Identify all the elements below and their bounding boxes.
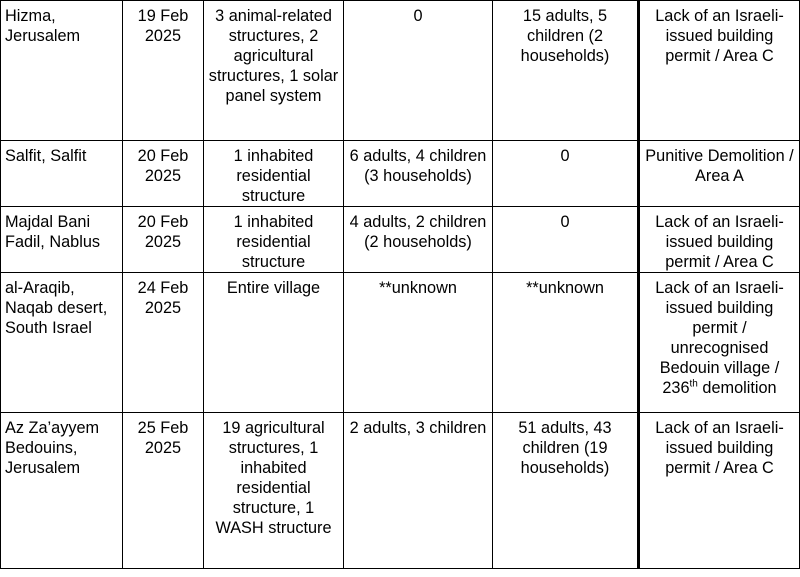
- location-cell: Majdal Bani Fadil, Nablus: [1, 207, 123, 273]
- location-cell: Salfit, Salfit: [1, 141, 123, 207]
- reason-text: Lack of an Israeli-issued building permit / unrecognised Bedouin village / 236: [655, 279, 784, 397]
- displaced-cell: 6 adults, 4 children (3 households): [344, 141, 493, 207]
- structures-cell: 19 agricultural structures, 1 inhabited residential structure, 1 WASH structure: [204, 413, 344, 569]
- reason-tail: demolition: [697, 379, 777, 397]
- structures-cell: 3 animal-related structures, 2 agricultural structures, 1 solar panel system: [204, 1, 344, 141]
- affected-cell: 0: [493, 207, 639, 273]
- date-cell: 24 Feb 2025: [123, 273, 204, 413]
- structures-cell: 1 inhabited residential structure: [204, 207, 344, 273]
- table-row: [1, 413, 800, 569]
- location-cell: Hizma, Jerusalem: [1, 1, 123, 141]
- displaced-cell: 2 adults, 3 children: [344, 413, 493, 569]
- reason-cell: Lack of an Israeli-issued building permit / Area C: [639, 1, 800, 141]
- table-row: [1, 207, 800, 273]
- affected-cell: 0: [493, 141, 639, 207]
- reason-cell: Lack of an Israeli-issued building permit / Area C: [639, 413, 800, 569]
- ordinal-suffix: th: [689, 378, 698, 390]
- displaced-cell: **unknown: [344, 273, 493, 413]
- reason-cell: Punitive Demolition / Area A: [639, 141, 800, 207]
- table-row: [1, 1, 800, 141]
- location-cell: Az Za’ayyem Bedouins, Jerusalem: [1, 413, 123, 569]
- table-row: [1, 141, 800, 207]
- displaced-cell: 4 adults, 2 children (2 households): [344, 207, 493, 273]
- date-cell: 20 Feb 2025: [123, 141, 204, 207]
- date-cell: 19 Feb 2025: [123, 1, 204, 141]
- date-cell: 20 Feb 2025: [123, 207, 204, 273]
- date-cell: 25 Feb 2025: [123, 413, 204, 569]
- affected-cell: **unknown: [493, 273, 639, 413]
- reason-cell: [639, 273, 800, 413]
- structures-cell: 1 inhabited residential structure: [204, 141, 344, 207]
- reason-cell: Lack of an Israeli-issued building permit / Area C: [639, 207, 800, 273]
- affected-cell: 51 adults, 43 children (19 households): [493, 413, 639, 569]
- location-cell: al-Araqib, Naqab desert, South Israel: [1, 273, 123, 413]
- table-row: [1, 273, 800, 413]
- displaced-cell: 0: [344, 1, 493, 141]
- structures-cell: Entire village: [204, 273, 344, 413]
- affected-cell: 15 adults, 5 children (2 households): [493, 1, 639, 141]
